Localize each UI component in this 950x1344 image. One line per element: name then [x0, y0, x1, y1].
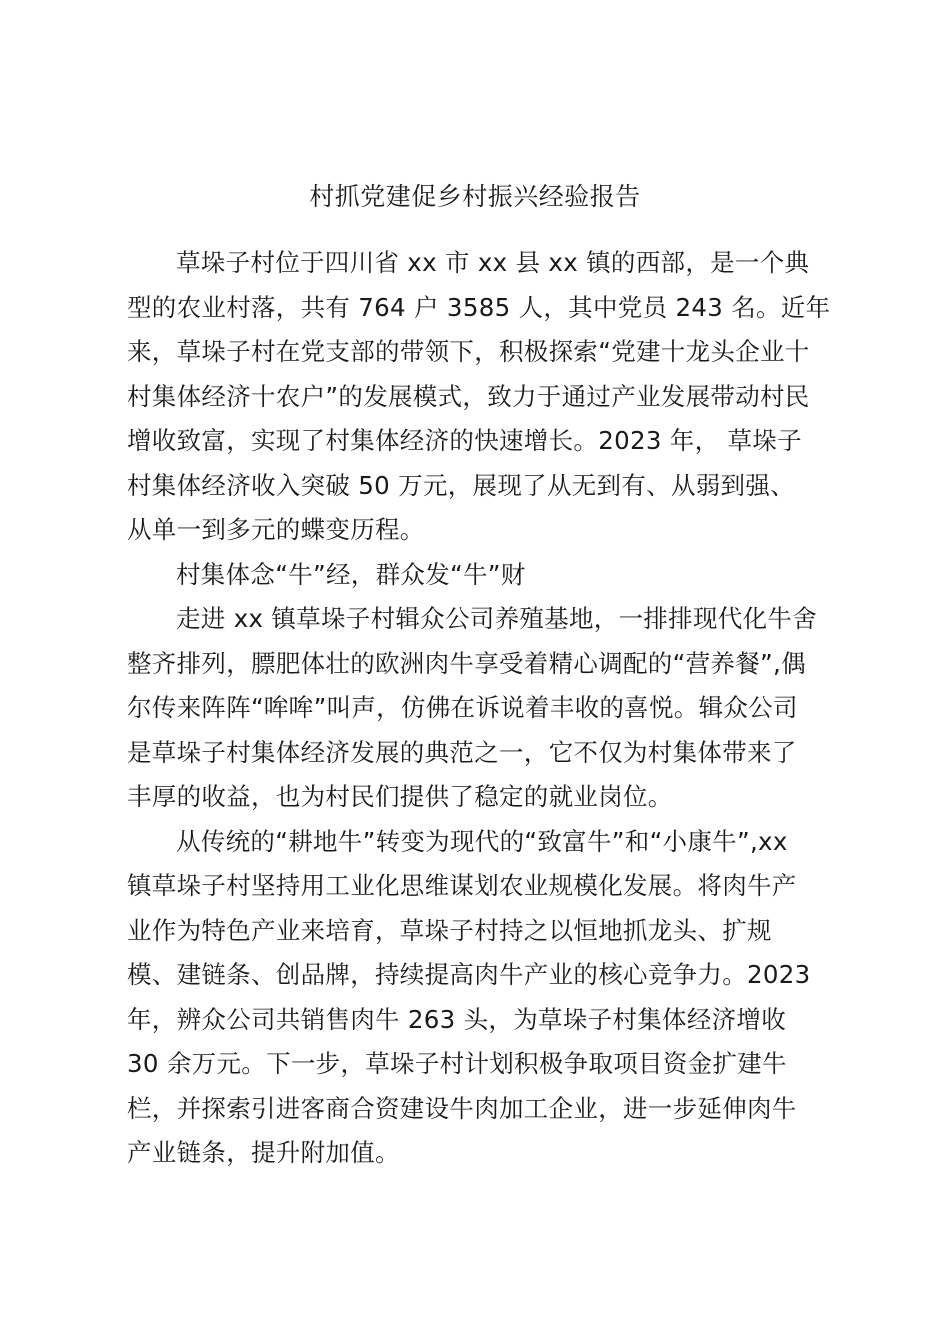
text-line: 是草垛子村集体经济发展的典范之一，它不仅为村集体带来了 — [127, 737, 797, 767]
text-line: 30 余万元。下一步，草垛子村计划积极争取项目资金扩建牛 — [127, 1049, 787, 1078]
text-line: 产业链条，提升附加值。 — [127, 1138, 400, 1167]
text-line: 尔传来阵阵“哞哞”叫声，仿佛在诉说着丰收的喜悦。辑众公司 — [127, 693, 798, 722]
text-line: 模、建链条、创品牌，持续提高肉牛产业的核心竞争力。2023 — [127, 960, 811, 989]
paragraph-intro — [127, 241, 832, 553]
text-line: 村集体经济十农户”的发展模式，致力于通过产业发展带动村民 — [127, 381, 810, 411]
text-line: 从传统的“耕地牛”转变为现代的“致富牛”和“小康牛”,xx — [176, 826, 788, 856]
text-line: 从单一到多元的蝶变历程。 — [127, 515, 425, 544]
paragraph-base-visit — [127, 597, 832, 820]
text-line: 村集体经济收入突破 50 万元，展现了从无到有、从弱到强、 — [127, 470, 795, 500]
text-line: 来，草垛子村在党支部的带领下，积极探索“党建十龙头企业十 — [127, 337, 810, 366]
text-line: 镇草垛子村坚持用工业化思维谋划农业规模化发展。将肉牛产 — [127, 871, 797, 900]
text-line: 业作为特色产业来培育，草垛子村持之以恒地抓龙头、扩规 — [127, 915, 772, 945]
text-line: 走进 xx 镇草垛子村辑众公司养殖基地，一排排现代化牛舍 — [176, 604, 817, 633]
section-subheading: 村集体念“牛”经，群众发“牛”财 — [176, 559, 526, 589]
text-line: 草垛子村位于四川省 xx 市 xx 县 xx 镇的西部，是一个典 — [176, 248, 810, 277]
text-line: 型的农业村落，共有 764 户 3585 人，其中党员 243 名。近年 — [127, 292, 831, 322]
document-title: 村抓党建促乡村振兴经验报告 — [309, 182, 641, 211]
text-line: 丰厚的收益，也为村民们提供了稳定的就业岗位。 — [127, 782, 673, 811]
text-line: 整齐排列，膘肥体壮的欧洲肉牛享受着精心调配的“营养餐”,偶 — [127, 648, 806, 678]
text-line: 增收致富，实现了村集体经济的快速增长。2023 年， 草垛子 — [127, 426, 802, 455]
document-body — [127, 241, 832, 1176]
text-line: 栏，并探索引进客商合资建设牛肉加工企业，进一步延伸肉牛 — [127, 1093, 797, 1123]
text-line: 年，辨众公司共销售肉牛 263 头，为草垛子村集体经济增收 — [127, 1004, 787, 1034]
paragraph-industry-development — [127, 820, 832, 1176]
